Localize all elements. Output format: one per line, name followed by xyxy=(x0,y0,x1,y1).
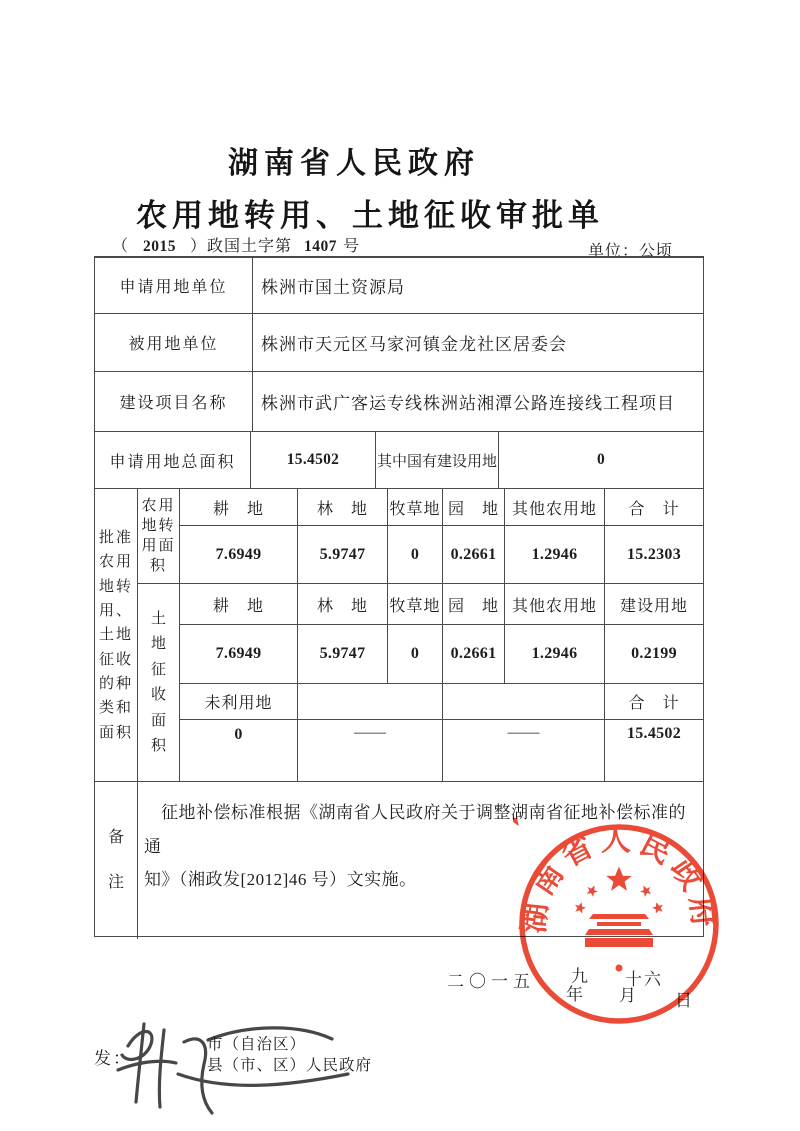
date-month-unit: 月 xyxy=(619,986,636,1005)
approval-section xyxy=(95,489,703,782)
document-number xyxy=(112,233,360,256)
basic-info-rows xyxy=(95,258,703,432)
table-row xyxy=(95,314,703,372)
empty-cell xyxy=(298,684,443,720)
conversion-garden-value: 0.2661 xyxy=(443,526,505,584)
col-header-garden: 园 地 xyxy=(443,584,505,625)
table-row xyxy=(95,372,703,432)
date-year: 二〇一五 xyxy=(447,972,535,991)
date-day-unit: 日 xyxy=(675,991,692,1010)
state-construction-land-label: 其中国有建设用地 xyxy=(376,432,499,488)
col-header-grassland: 牧草地 xyxy=(388,489,443,526)
seal-text: 湖南省人民政府 xyxy=(517,824,721,935)
tiananmen-wall xyxy=(585,938,653,947)
remarks-label: 备注 xyxy=(95,782,138,939)
big-star-icon xyxy=(606,867,632,891)
total-label: 合 计 xyxy=(605,684,703,720)
conversion-cultivated-value: 7.6949 xyxy=(180,526,298,584)
document-title: 湖南省人民政府 xyxy=(228,147,480,180)
col-header-construction-land: 建设用地 xyxy=(605,584,703,625)
conversion-subtotal-value: 15.2303 xyxy=(605,526,703,584)
unused-land-label: 未利用地 xyxy=(180,684,298,720)
expropriation-other-agri-value: 1.2946 xyxy=(505,625,605,684)
expropriation-garden-value: 0.2661 xyxy=(443,625,505,684)
col-header-forest: 林 地 xyxy=(298,584,388,625)
small-star-icon xyxy=(651,901,665,914)
expropriation-area-label: 土地征收面积 xyxy=(138,584,180,782)
total-area-label: 申请用地总面积 xyxy=(95,432,251,488)
government-recipient xyxy=(207,1035,372,1077)
col-header-other-agri: 其他农用地 xyxy=(505,489,605,526)
table-row xyxy=(95,258,703,314)
small-star-icon xyxy=(585,883,600,898)
conversion-area-label: 农用地转用面积 xyxy=(138,489,180,584)
small-star-icon xyxy=(638,883,653,898)
dash-cell: —— xyxy=(298,720,443,782)
doc-number-suffix: 号 xyxy=(343,238,361,255)
doc-number-year: 2015 xyxy=(143,238,177,255)
document-subtitle: 农用地转用、土地征收审批单 xyxy=(136,198,604,233)
section-side-label: 批准农用地转用、土地征收的种类和面积 xyxy=(95,489,138,782)
date-year-unit: 年 xyxy=(566,985,583,1004)
doc-number-mid: ）政国土字第 xyxy=(190,238,293,255)
land-owner-unit-label: 被用地单位 xyxy=(95,314,253,371)
project-name-label: 建设项目名称 xyxy=(95,372,253,431)
empty-cell xyxy=(443,684,605,720)
land-owner-unit-value: 株洲市天元区马家河镇金龙社区居委会 xyxy=(261,335,567,354)
col-header-other-agri: 其他农用地 xyxy=(505,584,605,625)
unused-land-value: 0 xyxy=(180,720,298,782)
project-name-value: 株洲市武广客运专线株洲站湘潭公路连接线工程项目 xyxy=(261,394,675,413)
doc-number-open: （ xyxy=(112,238,130,255)
recipient-line-2: 县（市、区）人民政府 xyxy=(207,1056,373,1074)
expropriation-cultivated-value: 7.6949 xyxy=(180,625,298,684)
col-header-cultivated: 耕 地 xyxy=(180,584,298,625)
doc-number-serial: 1407 xyxy=(304,238,338,255)
tiananmen-beam xyxy=(597,922,641,926)
col-header-cultivated: 耕 地 xyxy=(180,489,298,526)
col-header-forest: 林 地 xyxy=(298,489,388,526)
grand-total-value: 15.4502 xyxy=(626,725,682,742)
date-day: 十六 xyxy=(625,970,663,989)
applicant-unit-label: 申请用地单位 xyxy=(95,258,253,313)
recipient-line-1: 市（自治区） xyxy=(207,1036,307,1053)
tiananmen-roof xyxy=(589,914,649,919)
unit-label: 单位：公顷 xyxy=(588,243,674,260)
total-area-row xyxy=(95,432,703,489)
expropriation-construction-value: 0.2199 xyxy=(605,625,703,684)
conversion-grassland-value: 0 xyxy=(388,526,443,584)
tiananmen-roof-lower xyxy=(585,929,653,935)
state-construction-land-value: 0 xyxy=(596,451,606,468)
conversion-forest-value: 5.9747 xyxy=(298,526,388,584)
expropriation-grassland-value: 0 xyxy=(388,625,443,684)
total-area-value: 15.4502 xyxy=(251,432,376,488)
col-header-grassland: 牧草地 xyxy=(388,584,443,625)
expropriation-forest-value: 5.9747 xyxy=(298,625,388,684)
remarks-line-1: 征地补偿标准根据《湖南省人民政府关于调整湖南省征地补偿标准的通 xyxy=(144,803,686,856)
gear-hub xyxy=(616,965,623,972)
dash-cell: —— xyxy=(443,720,605,782)
date-month: 九 xyxy=(571,967,588,986)
small-star-icon xyxy=(573,901,587,914)
remarks-line-2: 知》（湘政发[2012]46 号）文实施。 xyxy=(144,870,417,890)
ribbon xyxy=(571,976,667,987)
col-header-subtotal: 合 计 xyxy=(605,489,703,526)
official-seal xyxy=(513,818,725,1030)
applicant-unit-value: 株洲市国土资源局 xyxy=(261,278,405,297)
conversion-other-agri-value: 1.2946 xyxy=(505,526,605,584)
distribution-label: 发： xyxy=(94,1049,132,1068)
col-header-garden: 园 地 xyxy=(443,489,505,526)
